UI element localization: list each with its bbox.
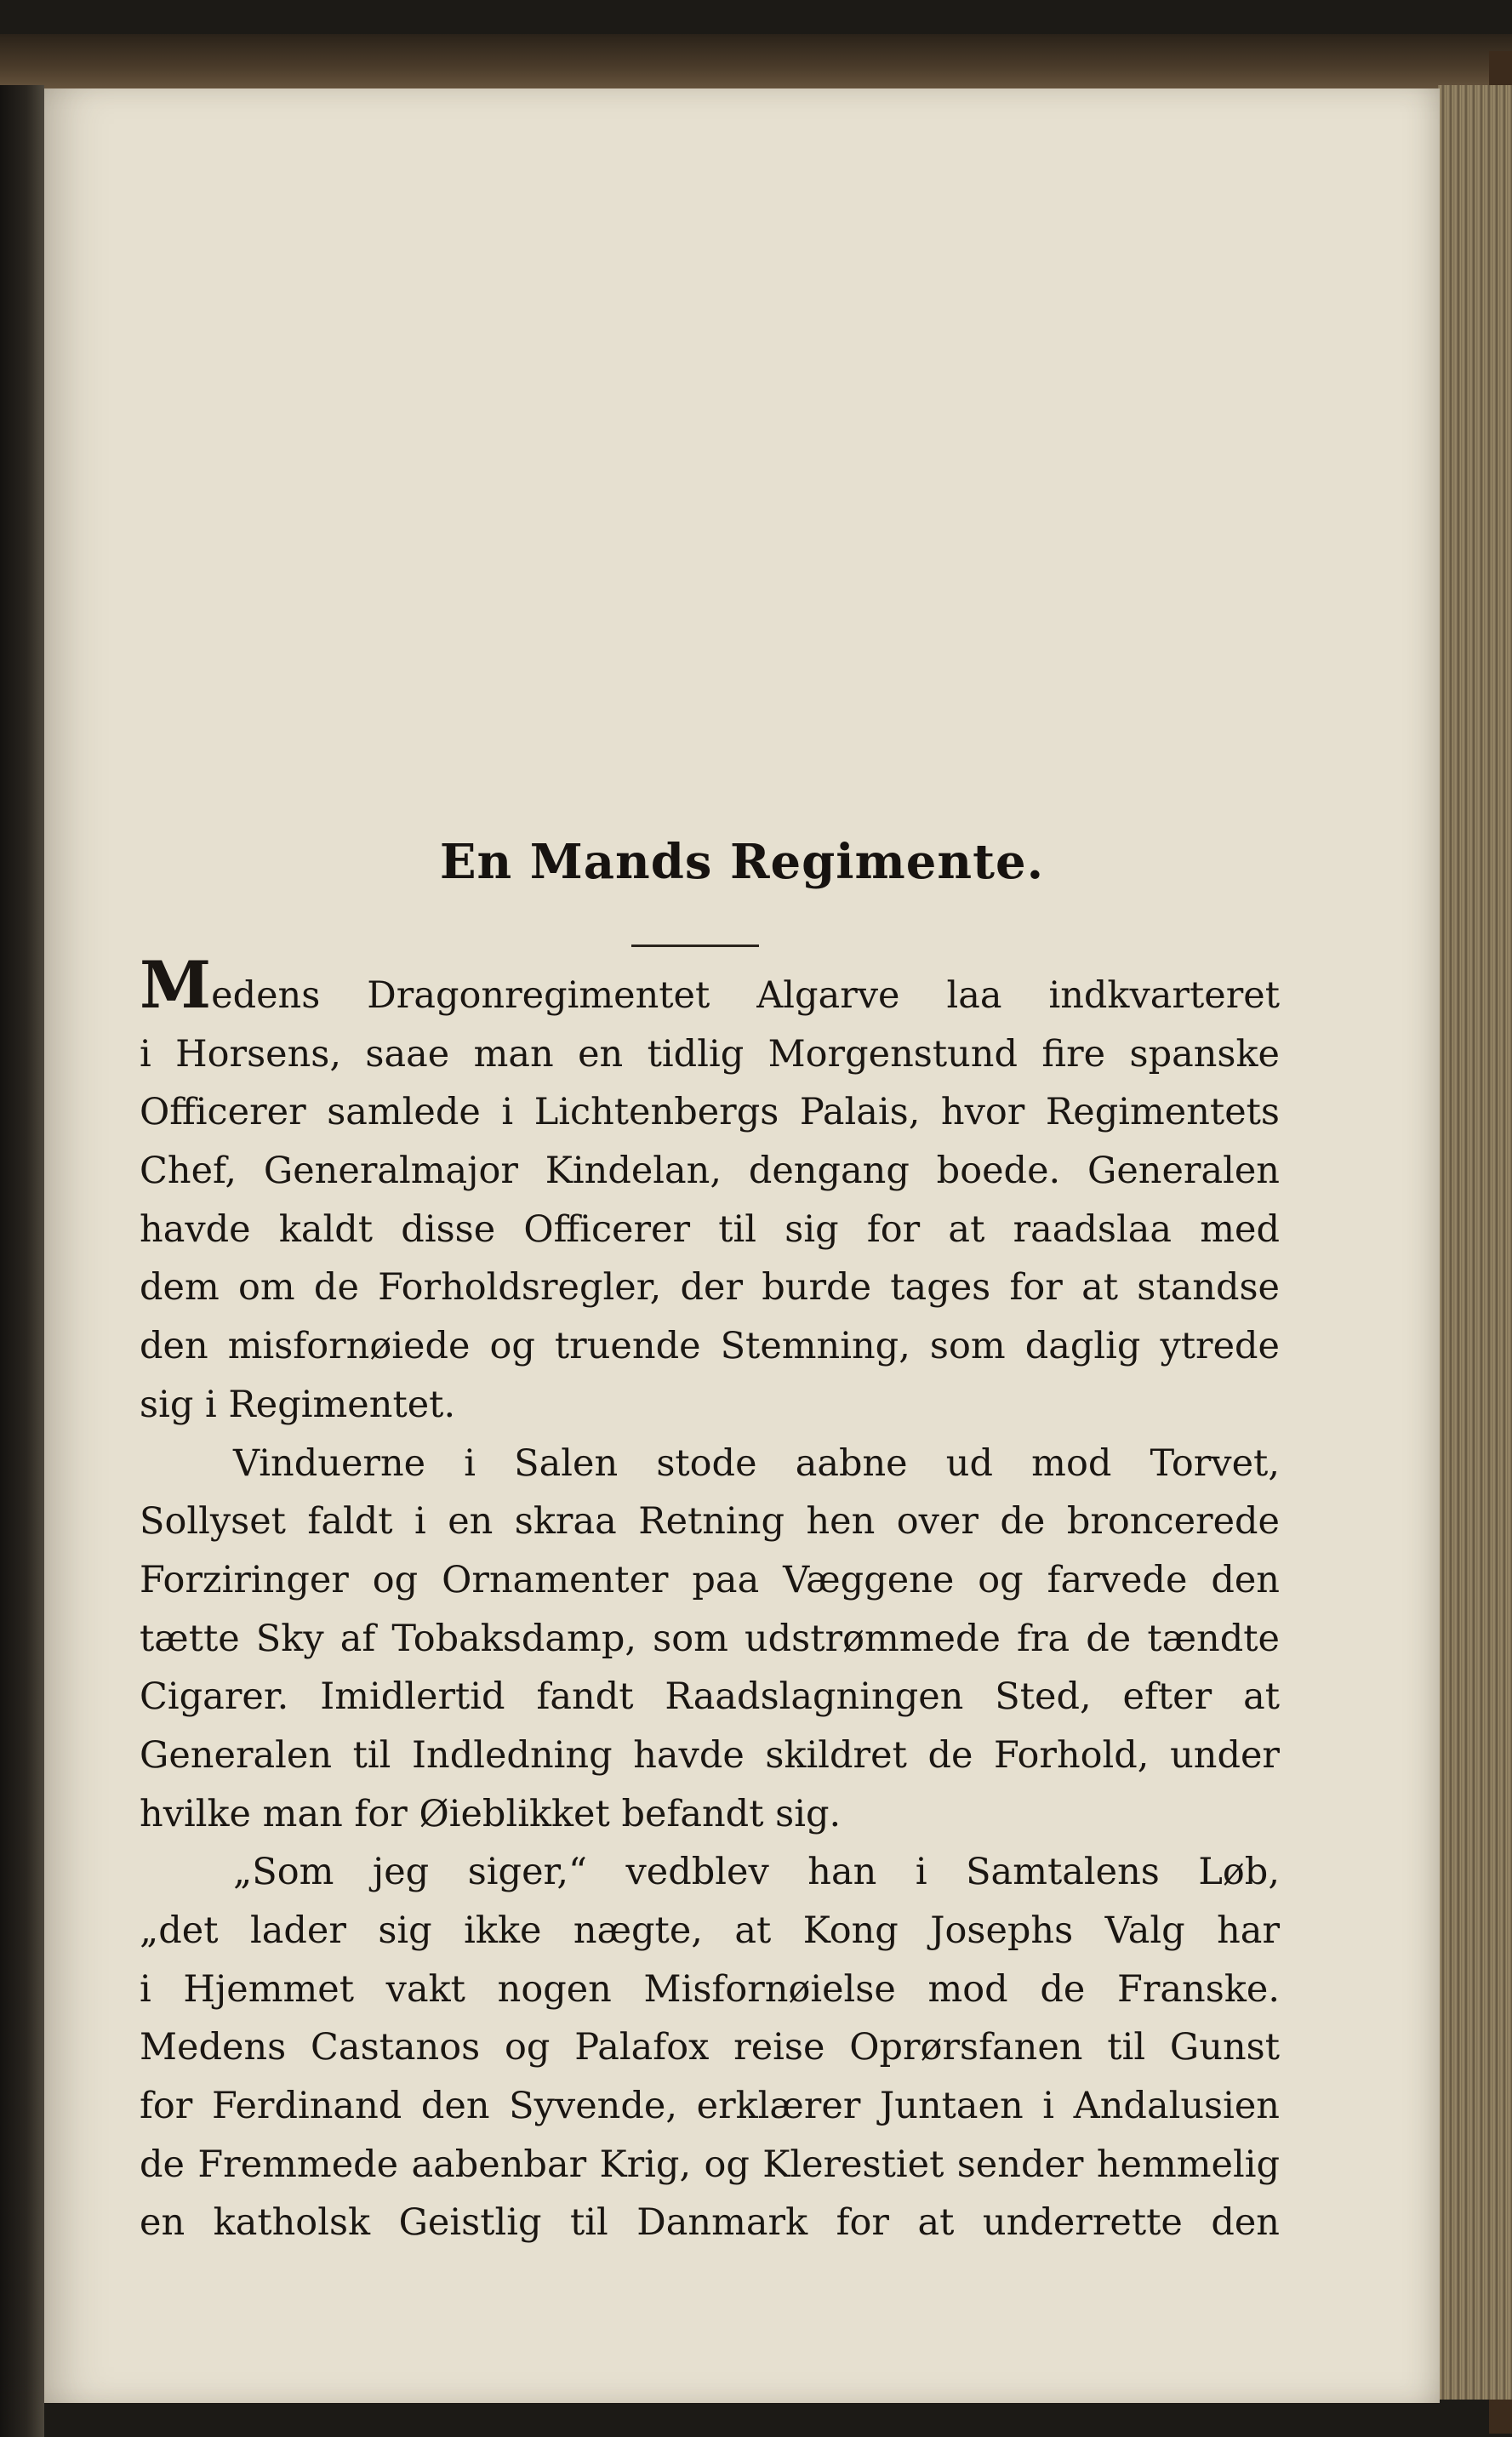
text-line: „det lader sig ikke nægte, at Kong Josephs Valg har <box>140 1909 1280 1952</box>
text-line: Medens Castanos og Palafox reise Oprørsfanen til Gunst <box>140 2026 1280 2069</box>
book-gutter <box>0 85 44 2437</box>
text-line: Vinduerne i Salen stode aabne ud mod Torvet, <box>233 1441 1280 1485</box>
text-line: tætte Sky af Tobaksdamp, som udstrømmede fra de tændte <box>140 1617 1280 1660</box>
text-line: Generalen til Indledning havde skildret de Forhold, under <box>140 1733 1280 1777</box>
page-edges <box>1438 85 1512 2400</box>
text-line: en katholsk Geistlig til Danmark for at underrette den <box>140 2201 1280 2245</box>
title-divider <box>631 945 759 947</box>
text-line: i Horsens, saae man en tidlig Morgenstund fire spanske <box>140 1032 1280 1076</box>
text-line: Cigarer. Imidlertid fandt Raadslagningen Sted, efter at <box>140 1675 1280 1719</box>
text-line: for Ferdinand den Syvende, erklærer Juntaen i Andalusien <box>140 2085 1280 2128</box>
text-line: den misfornøiede og truende Stemning, som daglig ytrede <box>140 1325 1280 1368</box>
text-line: i Hjemmet vakt nogen Misfornøielse mod de Franske. <box>140 1967 1280 2011</box>
text-line: dem om de Forholdsregler, der burde tages for at standse <box>140 1266 1280 1310</box>
book-binding-top <box>0 34 1512 94</box>
text-line: Medens Dragonregimentet Algarve laa indkvarteret <box>140 947 1280 1023</box>
text-line: de Fremmede aabenbar Krig, og Klerestiet sender hemmelig <box>140 2143 1280 2186</box>
text-line: Sollyset faldt i en skraa Retning hen over de broncerede <box>140 1500 1280 1544</box>
text-line: Forziringer og Ornamenter paa Væggene og farvede den <box>140 1558 1280 1601</box>
text-line: Chef, Generalmajor Kindelan, dengang boede. Generalen <box>140 1150 1280 1193</box>
text-line: Officerer samlede i Lichtenbergs Palais, hvor Regimentets <box>140 1091 1280 1134</box>
text-line: „Som jeg siger,“ vedblev han i Samtalens Løb, <box>233 1851 1280 1894</box>
text-line: havde kaldt disse Officerer til sig for at raadslaa med <box>140 1207 1280 1251</box>
body-text <box>140 947 1280 2252</box>
text-line: sig i Regimentet. <box>140 1383 456 1426</box>
chapter-title: En Mands Regimente. <box>439 834 1045 890</box>
drop-cap: M <box>140 947 212 1023</box>
book-page <box>44 88 1440 2403</box>
text-line: hvilke man for Øieblikket befandt sig. <box>140 1792 842 1835</box>
